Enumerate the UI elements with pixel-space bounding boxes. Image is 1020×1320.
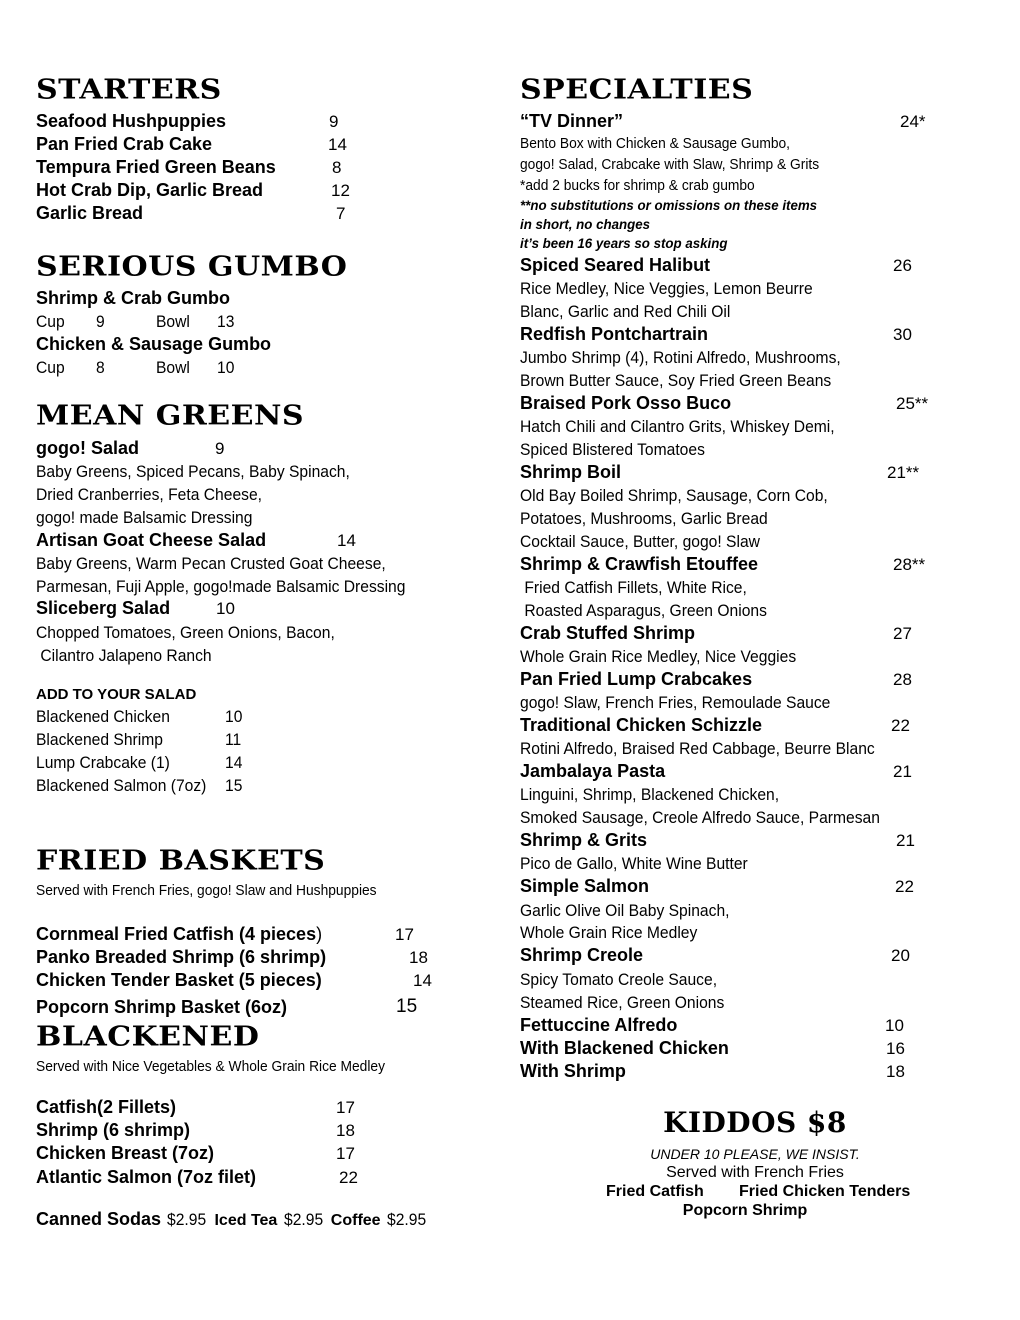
menu-item-price: 22 (895, 877, 914, 896)
menu-item-name: Fettuccine Alfredo (520, 1015, 678, 1035)
greens-heading: MEAN GREENS (36, 400, 305, 432)
basket-item-name: Cornmeal Fried Catfish (4 pieces (36, 924, 317, 944)
menu-item-name: Traditional Chicken Schizzle (520, 715, 763, 735)
menu-item-name: Shrimp Boil (520, 462, 622, 482)
menu-item-name: Hot Crab Dip, Garlic Bread (36, 180, 264, 200)
menu-item-desc: Whole Grain Rice Medley (520, 923, 698, 942)
menu-item-name: Shrimp (6 shrimp) (36, 1120, 191, 1140)
tv-dinner-warning: in short, no changes (520, 216, 651, 232)
menu-item-desc: Blanc, Garlic and Red Chili Oil (520, 302, 731, 321)
bowl-price: 13 (217, 312, 235, 331)
menu-item-price: 24* (900, 112, 926, 131)
menu-item-name: Shrimp & Crawfish Etouffee (520, 554, 759, 574)
menu-item-name: With Blackened Chicken (520, 1038, 729, 1058)
menu-item-name: Artisan Goat Cheese Salad (36, 530, 267, 550)
menu-item-name: Spiced Seared Halibut (520, 255, 711, 275)
menu-item-desc: Roasted Asparagus, Green Onions (520, 601, 767, 620)
drinks-line (36, 1209, 430, 1230)
menu-item-name: Catfish(2 Fillets) (36, 1097, 177, 1117)
menu-item-name: Jambalaya Pasta (520, 761, 666, 781)
kiddos-item: Fried Chicken Tenders (739, 1183, 911, 1200)
menu-item-price: 22 (339, 1168, 358, 1187)
blackened-heading: BLACKENED (36, 1021, 260, 1053)
menu-item-desc: gogo! Salad, Crabcake with Slaw, Shrimp & Grits (520, 156, 820, 173)
menu-item-desc: Pico de Gallo, White Wine Butter (520, 854, 748, 873)
menu-item-price: 9 (215, 439, 225, 458)
menu-item-name: Sliceberg Salad (36, 598, 171, 618)
menu-item-price: 21 (896, 831, 915, 850)
menu-item-desc: Hatch Chili and Cilantro Grits, Whiskey Demi, (520, 417, 835, 436)
menu-item-desc: Rice Medley, Nice Veggies, Lemon Beurre (520, 279, 813, 298)
menu-item-price: 30 (893, 325, 912, 344)
menu-item-price: 18 (886, 1062, 905, 1081)
menu-item-desc: Cilantro Jalapeno Ranch (36, 646, 212, 665)
menu-item-price: 17 (336, 1144, 355, 1163)
menu-item-desc: Whole Grain Rice Medley, Nice Veggies (520, 647, 797, 666)
menu-item-price: 16 (886, 1039, 905, 1058)
blackened-subtitle: Served with Nice Vegetables & Whole Grain Rice Medley (36, 1058, 385, 1075)
menu-item-price: 7 (336, 204, 346, 223)
menu-item-price: 28 (893, 670, 912, 689)
menu-item-name: Pan Fried Crab Cake (36, 134, 213, 154)
menu-item-name: Garlic Bread (36, 203, 144, 223)
menu-item-desc: Baby Greens, Warm Pecan Crusted Goat Cheese, (36, 554, 386, 573)
menu-item-price: 14 (328, 135, 347, 154)
add-to-salad-heading: ADD TO YOUR SALAD (36, 686, 197, 703)
bowl-price: 10 (217, 358, 235, 377)
menu-item-price: 21 (893, 762, 912, 781)
cup-label: Cup (36, 358, 65, 377)
bowl-label: Bowl (156, 358, 190, 377)
menu-item-price: 27 (893, 624, 912, 643)
menu-item-price: 14 (337, 531, 356, 550)
menu-item-desc: Rotini Alfredo, Braised Red Cabbage, Beurre Blanc (520, 739, 875, 758)
add-item-price: 14 (225, 753, 243, 772)
kiddos-item: Popcorn Shrimp (682, 1202, 808, 1219)
menu-item-desc: Bento Box with Chicken & Sausage Gumbo, (520, 135, 791, 152)
menu-item-name: Pan Fried Lump Crabcakes (520, 669, 753, 689)
kiddos-note: UNDER 10 PLEASE, WE INSIST. (650, 1146, 860, 1162)
menu-item-desc: Spicy Tomato Creole Sauce, (520, 970, 718, 989)
add-item-price: 10 (225, 707, 243, 726)
add-item-name: Lump Crabcake (1) (36, 753, 170, 772)
drink-name: Iced Tea (214, 1212, 278, 1229)
menu-item-price: 14 (413, 971, 432, 990)
menu-item-price: 9 (329, 112, 339, 131)
kiddos-item: Fried Catfish (606, 1183, 704, 1200)
menu-item-price: 10 (216, 599, 235, 618)
cup-price: 9 (96, 312, 105, 331)
menu-item-desc: Chopped Tomatoes, Green Onions, Bacon, (36, 623, 335, 642)
kiddos-served: Served with French Fries (666, 1164, 844, 1181)
menu-item-name (36, 924, 322, 945)
menu-item-price: 8 (332, 158, 342, 177)
menu-item-desc: Dried Cranberries, Feta Cheese, (36, 485, 263, 504)
drink-name: Canned Sodas (36, 1209, 162, 1229)
menu-item-desc: Potatoes, Mushrooms, Garlic Bread (520, 509, 768, 528)
add-item-price: 15 (225, 776, 243, 795)
menu-item-name: Shrimp Creole (520, 945, 644, 965)
menu-item-price: 26 (893, 256, 912, 275)
add-item-price: 11 (225, 730, 242, 749)
drink-name: Coffee (330, 1212, 381, 1229)
menu-item-name: Crab Stuffed Shrimp (520, 623, 696, 643)
menu-item-desc: Cocktail Sauce, Butter, gogo! Slaw (520, 532, 760, 551)
menu-item-price: 12 (331, 181, 350, 200)
menu-item-desc: Baby Greens, Spiced Pecans, Baby Spinach, (36, 462, 350, 481)
starters-heading: STARTERS (36, 74, 222, 106)
menu-item-price: 17 (336, 1098, 355, 1117)
cup-price: 8 (96, 358, 105, 377)
menu-item-price: 15 (396, 996, 418, 1017)
menu-item-desc: gogo! Slaw, French Fries, Remoulade Sauce (520, 693, 831, 712)
cup-label: Cup (36, 312, 65, 331)
menu-item-price: 25** (896, 394, 929, 413)
menu-item-name: Seafood Hushpuppies (36, 111, 227, 131)
baskets-heading: FRIED BASKETS (36, 845, 326, 877)
tv-dinner-warning: **no substitutions or omissions on these items (520, 197, 818, 213)
menu-item-price: 10 (885, 1016, 904, 1035)
menu-item-name: “TV Dinner” (520, 111, 624, 131)
menu-item-desc: Old Bay Boiled Shrimp, Sausage, Corn Cob, (520, 486, 828, 505)
menu-item-name: Popcorn Shrimp Basket (6oz) (36, 997, 288, 1017)
kiddos-block (560, 1106, 950, 1139)
menu-item-price: 21** (887, 463, 920, 482)
menu-item-price: 20 (891, 946, 910, 965)
menu-item-desc: Linguini, Shrimp, Blackened Chicken, (520, 785, 780, 804)
menu-item-desc: Jumbo Shrimp (4), Rotini Alfredo, Mushrooms, (520, 348, 841, 367)
basket-item-suffix: ) (316, 924, 323, 944)
menu-item-name: gogo! Salad (36, 438, 139, 458)
kiddos-heading: KIDDOS $8 (663, 1106, 847, 1139)
bowl-label: Bowl (156, 312, 190, 331)
menu-item-name: Chicken Tender Basket (5 pieces) (36, 970, 322, 990)
menu-item-desc: Spiced Blistered Tomatoes (520, 440, 705, 459)
add-item-name: Blackened Salmon (7oz) (36, 776, 207, 795)
menu-item-desc: Steamed Rice, Green Onions (520, 993, 725, 1012)
menu-item-name: Atlantic Salmon (7oz filet) (36, 1167, 257, 1187)
menu-item-name: Shrimp & Crab Gumbo (36, 288, 231, 308)
drink-price: $2.95 (387, 1210, 427, 1229)
menu-item-price: 28** (893, 555, 926, 574)
menu-item-name: With Shrimp (520, 1061, 626, 1081)
tv-dinner-warning: it’s been 16 years so stop asking (520, 235, 728, 251)
menu-item-price: 22 (891, 716, 910, 735)
menu-item-name: Panko Breaded Shrimp (6 shrimp) (36, 947, 327, 967)
menu-item-desc: Garlic Olive Oil Baby Spinach, (520, 901, 730, 920)
menu-item-price: 17 (395, 925, 414, 944)
menu-item-desc: Smoked Sausage, Creole Alfredo Sauce, Parmesan (520, 808, 880, 827)
add-item-name: Blackened Shrimp (36, 730, 163, 749)
menu-item-desc: Parmesan, Fuji Apple, gogo!made Balsamic Dressing (36, 577, 406, 596)
menu-item-name: Chicken & Sausage Gumbo (36, 334, 272, 354)
menu-item-desc: gogo! made Balsamic Dressing (36, 508, 253, 527)
add-item-name: Blackened Chicken (36, 707, 170, 726)
drink-price: $2.95 (283, 1210, 323, 1229)
menu-item-name: Shrimp & Grits (520, 830, 648, 850)
gumbo-heading: SERIOUS GUMBO (36, 251, 348, 283)
menu-item-name: Tempura Fried Green Beans (36, 157, 276, 177)
tv-dinner-note: *add 2 bucks for shrimp & crab gumbo (520, 177, 755, 194)
drink-price: $2.95 (167, 1210, 207, 1229)
menu-item-name: Simple Salmon (520, 876, 650, 896)
baskets-subtitle: Served with French Fries, gogo! Slaw and Hushpuppies (36, 882, 377, 899)
menu-item-name: Chicken Breast (7oz) (36, 1143, 215, 1163)
menu-item-price: 18 (336, 1121, 355, 1140)
menu-item-desc: Fried Catfish Fillets, White Rice, (520, 578, 747, 597)
menu-item-price: 18 (409, 948, 428, 967)
menu-item-desc: Brown Butter Sauce, Soy Fried Green Beans (520, 371, 832, 390)
menu-item-name: Redfish Pontchartrain (520, 324, 709, 344)
specialties-heading: SPECIALTIES (520, 74, 754, 106)
menu-item-name: Braised Pork Osso Buco (520, 393, 732, 413)
